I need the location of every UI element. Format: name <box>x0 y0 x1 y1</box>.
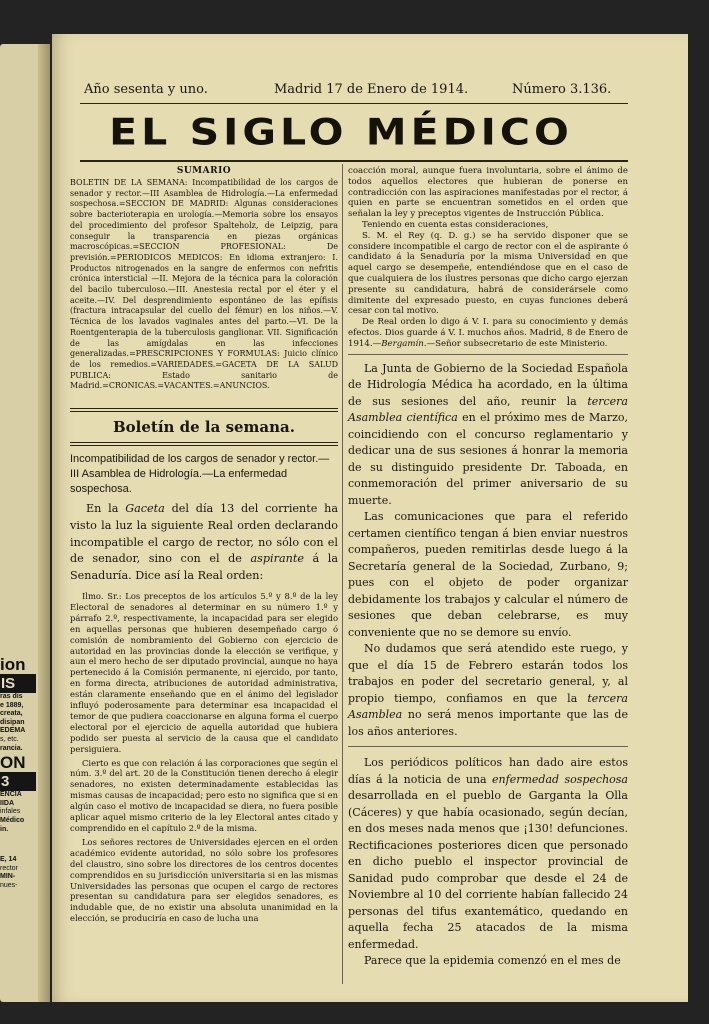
quote-paragraph: Los señores rectores de Universidades ejercen en el orden académico evidente autoridad, no sólo sobre los profesores del claustro, sino sobre los directores de los centros docentes comprendidos en su jurisdicción universitaria si en las mismas Universidades las personas que ocupen el cargo de rectores presentan su candidatura para ser elegidos senadores, es indudable que, de no existir una absoluta unanimidad en la elección, se produciría en caso de lucha una <box>70 836 338 924</box>
masthead-title: EL SIGLO MÉDICO <box>109 110 573 154</box>
adjacent-text: MIN- <box>0 873 16 881</box>
quote-paragraph: S. M. el Rey (q. D. g.) se ha servido disponer que se considere incompatible el cargo de rector con el de aspirante ó candidato á la Senaduría por la misma Universidad en que aquel cargo se desempeñe, entendiéndose que en el caso de que cualquiera de los ilustres personas que dicho cargo ejerzan presente su candidatura, habrá de considerársele como dimitente del expresado puesto, en cuyas funciones deberá cesar con tal motivo. <box>348 230 628 317</box>
paragraph: No dudamos que será atendido este ruego, y que el día 15 de Febrero estarán todos los trabajos en poder del secretario general, y, al propio tiempo, confiamos en que la tercera Asamblea no será menos importante que las de los años anteriores. <box>348 642 628 738</box>
hidrologia-article <box>348 361 628 741</box>
adjacent-text: ON <box>0 753 26 773</box>
adjacent-text: ENCIA <box>0 791 22 799</box>
quote-paragraph: coacción moral, aunque fuera involuntaria, sobre el ánimo de todos aquellos electores que hubieran de ponerse en contradicción con las aspiraciones manifestadas por el rector, á quien en parte se encuentran sometidos en el orden que señalan la ley y preceptos vigentes de Instrucción Pública. <box>348 166 628 220</box>
adjacent-text: 3 <box>0 772 36 791</box>
paragraph: Las comunicaciones que para el referido certamen científico tengan á bien enviar nuestros compañeros, pueden remitirlas desde luego á la Secretaría general de la Sociedad, Zurbano, 9; pues con el objeto de poder organizar debidamente los trabajos y calcular el número de sesiones que deban celebrarse, es muy conveniente que no se demore su envío. <box>348 510 628 639</box>
book-spine <box>38 44 50 1002</box>
sumario-title: SUMARIO <box>176 166 232 176</box>
quote-paragraph: Teniendo en cuenta estas consideraciones, <box>362 219 549 230</box>
adjacent-text: Médico <box>0 816 25 824</box>
column-divider <box>342 164 343 984</box>
issue-date: Madrid 17 de Enero de 1914. <box>274 82 469 97</box>
year-label: Año sesenta y uno. <box>84 82 208 97</box>
section-rule <box>70 408 338 412</box>
issue-number: Número 3.136. <box>512 82 612 97</box>
paragraph: Los periódicos políticos han dado aire estos días á la noticia de una enfermedad sospechosa desarrollada en el pueblo de Garganta la Olla (Cáceres) y que había ocasionado, según decían, en dos meses nada menos que ¡130! defunciones. Rectificaciones posteriores dicen que personado en dicho pueblo el inspector provincial de Sanidad pudo comprobar que desde el 24 de Noviembre al 10 del corriente habían fallecido 24 personas del tifus exantemático, quedando en aquella fecha 25 atacados de la misma enfermedad. <box>348 756 628 951</box>
quote-paragraph: Ilmo. Sr.: Los preceptos de los artículos 5.º y 8.º de la ley Electoral de senadores al determinar en su número 1.º y párrafo 2.º, respectivamente, la incapacidad para ser elegido en aquellas personas que hubieren desempeñado cargo ó comisión de nombramiento del Gobierno con ejercicio de autoridad en las provincias donde la elección se verifique, y aun el mero hecho de ser diputado provincial, aunque no haya pertenecido á la Comisión permanente, ni ejercido, por tanto, en forma directa, atribuciones de autoridad administrativa, están claramente enseñando que en el ánimo del legislador influyó poderosamente para determinar esa incapacidad el temor de que pudiera coaccionarse en alguna forma el cuerpo electoral por el ejercicio de aquella autoridad que hubiera podido ser puesta al servicio de la causa que el candidato persiguiera. <box>70 590 338 754</box>
left-column <box>70 166 338 927</box>
adjacent-text: infales <box>0 808 21 816</box>
article-body <box>70 501 338 585</box>
sumario-text: BOLETIN DE LA SEMANA: Incompatibilidad de los cargos de senador y rector.—III Asamblea de Hidrología.—La enfermedad sospechosa.=SECCION DE MADRID: Algunas consideraciones sobre bacterioterapia en urología.—Memoria sobre los ensayos del procedimiento del profesor Spalteholz, de Leipzig, para conseguir la transparencia en piezas orgánicas macroscópicas.=SECCION PROFESIONAL: De previsión.=PERIODICOS MEDICOS: En idioma extranjero: I. Productos nitrogenados en la sangre de enfermos con nefritis crónica intersticial —II. Mejora de la técnica para la coloración del bacilo tuberculoso.—III. Anestesia rectal por el éter y el aceite.—IV. Del desprendimiento espontáneo de las epífisis (fractura intracapsular del cuello del fémur) en los niños.—V. Técnica de los lavados vaginales antes del parto.—VI. De la Roentgenterapia de la tuberculosis ganglionar. VII. Significación de las amígdalas en las infecciones generalizadas.=PRESCRIPCIONES Y FORMULAS: Juicio clínico de los remedios.=VARIEDADES.=GACETA DE LA SALUD PUBLICA: Estado sanitario de Madrid.=CRONICAS.=VACANTES.=ANUNCIOS. <box>70 178 338 391</box>
adjacent-text: nues- <box>0 881 18 889</box>
header-rule <box>80 103 628 104</box>
adjacent-text: ras dis <box>0 693 23 700</box>
section-rule <box>70 442 338 446</box>
paragraph: La Junta de Gobierno de la Sociedad Española de Hidrología Médica ha acordado, en la última de sus sesiones del año, reunir la tercera Asamblea científica en el próximo mes de Marzo, coincidiendo con el concurso reglamentario y dedicar una de sus sesiones á honrar la memoria de su distinguido presidente Dr. Taboada, en conmemoración del primer aniversario de su muerte. <box>348 361 629 507</box>
item-separator <box>348 354 628 355</box>
royal-order-quote <box>70 591 338 924</box>
item-separator <box>348 746 628 747</box>
adjacent-page-advert <box>0 655 36 891</box>
adjacent-text: s, etc. <box>0 735 19 743</box>
adjacent-text: E, 14 <box>0 856 17 864</box>
adjacent-text: e 1889, <box>0 701 24 709</box>
epidemic-article <box>348 755 628 970</box>
masthead-rule <box>80 160 628 162</box>
adjacent-text: rector <box>0 864 18 872</box>
paragraph: En la Gaceta del día 13 del corriente ha visto la luz la siguiente Real orden declarando incompatible el cargo de rector, no sólo con el de senador, sino con el de aspirante á la Senaduría. Dice así la Real orden: <box>70 502 339 583</box>
article-subhead: Incompatibilidad de los cargos de senador y rector.—III Asamblea de Hidrología.—La enfermedad sospechosa. <box>70 453 330 495</box>
adjacent-text: rancia. <box>0 744 23 752</box>
adjacent-text: in. <box>0 825 9 833</box>
newspaper-page <box>52 34 688 1002</box>
adjacent-text: creata, <box>0 710 23 718</box>
adjacent-text: ion <box>0 655 26 674</box>
adjacent-text: EDEMA <box>0 727 26 735</box>
quote-paragraph: Cierto es que con relación á las corporaciones que según el núm. 3.º del art. 20 de la Constitución tienen derecho á elegir senadores, no existen determinadamente establecidas las mismas causas de incapacidad; pero esto no significa que si en algún caso el motivo de incapacidad se diera, no fuera posible aplicar aquel mismo criterio de la ley Electoral antes citado y comprendido en el capítulo 2.º de la misma. <box>70 757 338 834</box>
adjacent-text: IIDA <box>0 799 14 807</box>
royal-order-continued <box>348 166 628 350</box>
quote-paragraph: De Real orden lo digo á V. I. para su conocimiento y demás efectos. Dios guarde á V. I. muchos años. Madrid, 8 de Enero de 1914.—Bergamín.—Señor subsecretario de este Ministerio. <box>348 317 628 349</box>
section-title: Boletín de la semana. <box>113 418 295 436</box>
paragraph: Parece que la epidemia comenzó en el mes de <box>364 954 621 968</box>
adjacent-text: IS <box>0 674 36 693</box>
right-column <box>348 166 628 970</box>
adjacent-text: disipan <box>0 718 25 726</box>
